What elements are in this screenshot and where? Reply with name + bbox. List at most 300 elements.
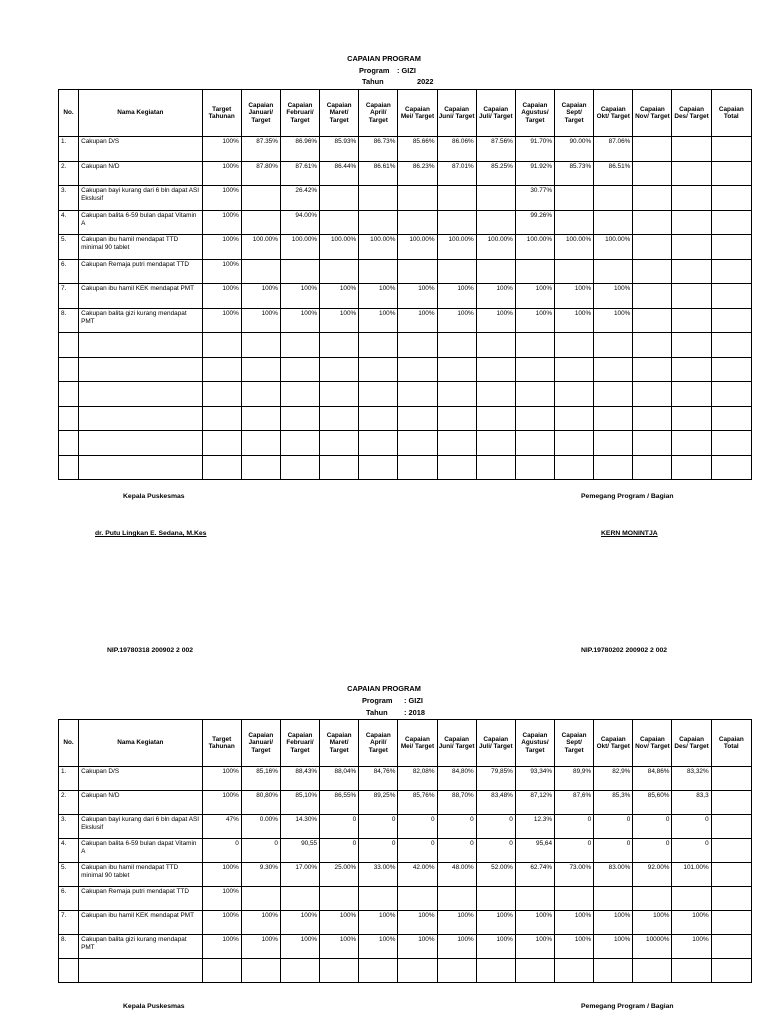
activity-name: Cakupan D/S <box>79 137 203 162</box>
value-cell: 100% <box>320 308 359 333</box>
value-cell <box>555 887 594 911</box>
empty-cell <box>633 959 672 983</box>
value-cell: 83,32% <box>672 767 711 791</box>
value-cell <box>359 210 398 235</box>
empty-cell <box>437 455 476 480</box>
table-row <box>59 863 752 887</box>
empty-cell <box>515 357 554 382</box>
empty-cell <box>594 431 633 456</box>
value-cell <box>594 210 633 235</box>
empty-cell <box>555 357 594 382</box>
empty-cell <box>59 357 79 382</box>
section1-tahun-value: 2022 <box>417 77 434 86</box>
empty-cell <box>359 455 398 480</box>
empty-cell <box>241 431 280 456</box>
value-cell: 100.00% <box>241 235 280 260</box>
section1-right-signature-title: Pemegang Program / Bagian <box>581 493 674 500</box>
activity-name: Cakupan ibu hamil mendapat TTD minimal 90 tablet <box>79 235 203 260</box>
value-cell: 100% <box>320 911 359 935</box>
value-cell: 100% <box>202 308 241 333</box>
value-cell: 100% <box>437 935 476 959</box>
empty-cell <box>398 382 437 407</box>
table-row <box>59 308 752 333</box>
column-header: Capaian Maret/ Target <box>320 90 359 137</box>
value-cell <box>359 259 398 284</box>
value-cell: 100% <box>672 935 711 959</box>
value-cell: 100% <box>515 308 554 333</box>
value-cell: 86.06% <box>437 137 476 162</box>
value-cell: 86.23% <box>398 161 437 186</box>
value-cell: 100% <box>672 911 711 935</box>
value-cell: 86.44% <box>320 161 359 186</box>
value-cell: 100% <box>202 911 241 935</box>
value-cell <box>711 284 751 309</box>
empty-cell <box>202 382 241 407</box>
value-cell <box>398 210 437 235</box>
activity-name: Cakupan bayi kurang dari 6 bln dapat ASI Ekslusif <box>79 815 203 839</box>
value-cell: 100.00% <box>476 235 515 260</box>
empty-row <box>59 406 752 431</box>
table-row <box>59 887 752 911</box>
empty-cell <box>280 333 319 358</box>
value-cell: 87.56% <box>476 137 515 162</box>
value-cell <box>633 210 672 235</box>
value-cell: 100% <box>555 284 594 309</box>
value-cell: 87,6% <box>555 791 594 815</box>
value-cell <box>672 235 711 260</box>
empty-cell <box>79 455 203 480</box>
value-cell: 0 <box>633 839 672 863</box>
empty-cell <box>594 333 633 358</box>
value-cell: 100% <box>359 935 398 959</box>
value-cell: 47% <box>202 815 241 839</box>
value-cell: 100% <box>320 935 359 959</box>
empty-cell <box>320 357 359 382</box>
activity-name: Cakupan balita 6-59 bulan dapat Vitamin A <box>79 839 203 863</box>
value-cell <box>711 210 751 235</box>
empty-cell <box>241 357 280 382</box>
column-header: Capaian Februari/ Target <box>280 720 319 767</box>
value-cell: 100% <box>515 284 554 309</box>
value-cell: 92.00% <box>633 863 672 887</box>
value-cell: 100% <box>320 284 359 309</box>
value-cell: 99.26% <box>515 210 554 235</box>
value-cell: 100% <box>594 308 633 333</box>
value-cell: 82,9% <box>594 767 633 791</box>
empty-row <box>59 333 752 358</box>
value-cell <box>711 839 751 863</box>
column-header: Capaian Sept/ Target <box>555 90 594 137</box>
value-cell: 42.00% <box>398 863 437 887</box>
column-header: Capaian Maret/ Target <box>320 720 359 767</box>
empty-cell <box>241 959 280 983</box>
empty-cell <box>672 431 711 456</box>
section1-program-value: : GIZI <box>397 66 416 75</box>
empty-cell <box>711 959 751 983</box>
empty-cell <box>359 333 398 358</box>
value-cell <box>476 210 515 235</box>
value-cell: 80,80% <box>241 791 280 815</box>
section1-program-label: Program <box>359 66 390 75</box>
value-cell: 100% <box>202 210 241 235</box>
empty-cell <box>476 455 515 480</box>
empty-cell <box>515 455 554 480</box>
row-number: 8. <box>59 935 79 959</box>
value-cell: 100% <box>202 887 241 911</box>
value-cell: 0.00% <box>241 815 280 839</box>
empty-cell <box>555 406 594 431</box>
value-cell: 100% <box>359 308 398 333</box>
value-cell <box>476 259 515 284</box>
value-cell <box>241 259 280 284</box>
value-cell <box>672 887 711 911</box>
column-header: Capaian Juli/ Target <box>476 720 515 767</box>
table-row <box>59 839 752 863</box>
value-cell: 9.30% <box>241 863 280 887</box>
empty-cell <box>241 406 280 431</box>
value-cell: 100% <box>202 767 241 791</box>
value-cell <box>672 284 711 309</box>
value-cell: 0 <box>594 839 633 863</box>
value-cell <box>241 210 280 235</box>
value-cell: 100% <box>202 161 241 186</box>
empty-cell <box>672 333 711 358</box>
column-header: Nama Kegiatan <box>79 90 203 137</box>
value-cell <box>241 186 280 211</box>
value-cell: 82,08% <box>398 767 437 791</box>
empty-cell <box>398 431 437 456</box>
value-cell: 100.00% <box>437 235 476 260</box>
empty-cell <box>437 357 476 382</box>
value-cell <box>633 308 672 333</box>
value-cell: 87,12% <box>515 791 554 815</box>
value-cell <box>320 186 359 211</box>
column-header: Capaian Agustus/ Target <box>515 720 554 767</box>
value-cell: 12.3% <box>515 815 554 839</box>
empty-cell <box>79 357 203 382</box>
empty-cell <box>280 455 319 480</box>
empty-cell <box>515 959 554 983</box>
empty-cell <box>320 455 359 480</box>
column-header: Capaian Des/ Target <box>672 90 711 137</box>
section2-table <box>58 719 752 983</box>
empty-cell <box>711 406 751 431</box>
value-cell <box>476 186 515 211</box>
value-cell: 100.00% <box>594 235 633 260</box>
value-cell <box>633 284 672 309</box>
empty-cell <box>280 959 319 983</box>
table-row <box>59 235 752 260</box>
column-header: Target Tahunan <box>202 90 241 137</box>
value-cell: 89,9% <box>555 767 594 791</box>
value-cell: 100% <box>437 308 476 333</box>
value-cell: 100.00% <box>555 235 594 260</box>
value-cell: 100% <box>202 863 241 887</box>
value-cell <box>280 887 319 911</box>
row-number: 3. <box>59 186 79 211</box>
table-row <box>59 210 752 235</box>
value-cell <box>711 911 751 935</box>
table-row <box>59 911 752 935</box>
column-header: Capaian Nov/ Target <box>633 720 672 767</box>
value-cell: 0 <box>672 815 711 839</box>
value-cell: 100% <box>555 935 594 959</box>
empty-cell <box>79 406 203 431</box>
value-cell: 100% <box>202 791 241 815</box>
empty-cell <box>555 333 594 358</box>
column-header: Capaian Juni/ Target <box>437 90 476 137</box>
empty-cell <box>359 406 398 431</box>
value-cell: 94.00% <box>280 210 319 235</box>
empty-cell <box>202 357 241 382</box>
row-number: 4. <box>59 839 79 863</box>
activity-name: Cakupan D/S <box>79 767 203 791</box>
empty-cell <box>359 959 398 983</box>
value-cell: 86.96% <box>280 137 319 162</box>
value-cell <box>320 210 359 235</box>
value-cell: 90.00% <box>555 137 594 162</box>
row-number: 3. <box>59 815 79 839</box>
table-row <box>59 767 752 791</box>
column-header: Capaian Total <box>711 720 751 767</box>
empty-cell <box>633 357 672 382</box>
value-cell <box>594 186 633 211</box>
value-cell: 100% <box>515 935 554 959</box>
empty-cell <box>398 333 437 358</box>
activity-name: Cakupan balita gizi kurang mendapat PMT <box>79 308 203 333</box>
empty-cell <box>672 382 711 407</box>
column-header: Target Tahunan <box>202 720 241 767</box>
value-cell <box>711 791 751 815</box>
value-cell: 0 <box>241 839 280 863</box>
value-cell <box>359 186 398 211</box>
empty-cell <box>320 959 359 983</box>
column-header: Capaian Januari/ Target <box>241 90 280 137</box>
value-cell <box>711 235 751 260</box>
empty-cell <box>437 959 476 983</box>
value-cell: 0 <box>672 839 711 863</box>
empty-cell <box>398 959 437 983</box>
empty-cell <box>280 382 319 407</box>
column-header: Capaian Mei/ Target <box>398 720 437 767</box>
empty-cell <box>594 959 633 983</box>
empty-cell <box>79 382 203 407</box>
value-cell: 100% <box>633 911 672 935</box>
section1-tahun-label: Tahun <box>362 77 384 86</box>
column-header: Capaian Juli/ Target <box>476 90 515 137</box>
value-cell: 100% <box>241 284 280 309</box>
value-cell <box>398 186 437 211</box>
value-cell: 0 <box>398 815 437 839</box>
empty-cell <box>398 406 437 431</box>
row-number: 2. <box>59 161 79 186</box>
value-cell: 0 <box>437 815 476 839</box>
empty-cell <box>241 455 280 480</box>
table-row <box>59 259 752 284</box>
value-cell <box>476 887 515 911</box>
column-header: Capaian Sept/ Target <box>555 720 594 767</box>
empty-cell <box>555 382 594 407</box>
table-row <box>59 186 752 211</box>
empty-cell <box>437 382 476 407</box>
section2-body <box>59 767 752 983</box>
value-cell: 14.30% <box>280 815 319 839</box>
value-cell: 83,48% <box>476 791 515 815</box>
value-cell: 100% <box>476 308 515 333</box>
value-cell <box>515 887 554 911</box>
empty-cell <box>359 357 398 382</box>
empty-cell <box>241 382 280 407</box>
value-cell: 85,16% <box>241 767 280 791</box>
value-cell <box>280 259 319 284</box>
value-cell: 87.61% <box>280 161 319 186</box>
row-number: 2. <box>59 791 79 815</box>
value-cell <box>711 815 751 839</box>
value-cell <box>555 186 594 211</box>
empty-cell <box>320 333 359 358</box>
value-cell: 100% <box>241 911 280 935</box>
table-row <box>59 161 752 186</box>
value-cell: 100% <box>437 911 476 935</box>
empty-row <box>59 455 752 480</box>
value-cell: 85,60% <box>633 791 672 815</box>
section1-left-signature-title: Kepala Puskesmas <box>123 493 185 500</box>
value-cell <box>633 137 672 162</box>
empty-cell <box>711 357 751 382</box>
empty-cell <box>711 382 751 407</box>
value-cell: 100% <box>594 935 633 959</box>
empty-cell <box>476 406 515 431</box>
value-cell <box>633 161 672 186</box>
value-cell: 100% <box>476 284 515 309</box>
empty-cell <box>79 431 203 456</box>
empty-cell <box>476 431 515 456</box>
empty-cell <box>320 406 359 431</box>
value-cell: 93,34% <box>515 767 554 791</box>
value-cell: 0 <box>320 839 359 863</box>
value-cell: 100% <box>241 308 280 333</box>
value-cell <box>437 887 476 911</box>
value-cell: 100% <box>515 911 554 935</box>
empty-cell <box>711 455 751 480</box>
empty-cell <box>59 431 79 456</box>
section1-program-line <box>0 66 768 76</box>
value-cell: 100% <box>555 911 594 935</box>
section1-table <box>58 89 752 480</box>
value-cell: 0 <box>594 815 633 839</box>
value-cell: 90,55 <box>280 839 319 863</box>
value-cell <box>711 259 751 284</box>
value-cell: 88,70% <box>437 791 476 815</box>
column-header: No. <box>59 90 79 137</box>
value-cell: 91.92% <box>515 161 554 186</box>
section2-program-value: : GIZI <box>404 696 423 705</box>
value-cell: 100% <box>280 284 319 309</box>
activity-name: Cakupan ibu hamil KEK mendapat PMT <box>79 911 203 935</box>
value-cell <box>711 887 751 911</box>
value-cell: 89,25% <box>359 791 398 815</box>
empty-cell <box>633 431 672 456</box>
activity-name: Cakupan balita 6-59 bulan dapat Vitamin A <box>79 210 203 235</box>
value-cell <box>711 308 751 333</box>
empty-cell <box>594 406 633 431</box>
empty-cell <box>59 959 79 983</box>
empty-cell <box>515 382 554 407</box>
value-cell: 86.73% <box>359 137 398 162</box>
value-cell: 26.42% <box>280 186 319 211</box>
activity-name: Cakupan balita gizi kurang mendapat PMT <box>79 935 203 959</box>
value-cell: 0 <box>320 815 359 839</box>
column-header: Capaian Nov/ Target <box>633 90 672 137</box>
column-header: Capaian Des/ Target <box>672 720 711 767</box>
empty-cell <box>555 431 594 456</box>
empty-cell <box>398 455 437 480</box>
row-number: 1. <box>59 137 79 162</box>
value-cell <box>711 137 751 162</box>
empty-cell <box>79 959 203 983</box>
section2-tahun-label: Tahun <box>366 708 388 717</box>
value-cell: 100% <box>202 137 241 162</box>
section2-left-signature-title: Kepala Puskesmas <box>123 1003 185 1010</box>
value-cell: 62.74% <box>515 863 554 887</box>
value-cell <box>672 308 711 333</box>
value-cell: 100% <box>202 186 241 211</box>
value-cell: 73.00% <box>555 863 594 887</box>
empty-cell <box>672 959 711 983</box>
section2-header-row <box>59 720 752 767</box>
value-cell: 100.00% <box>320 235 359 260</box>
value-cell: 100% <box>476 935 515 959</box>
value-cell: 83,3 <box>672 791 711 815</box>
empty-cell <box>320 431 359 456</box>
value-cell: 86.61% <box>359 161 398 186</box>
section1-left-nip: NIP.19780318 200902 2 002 <box>107 647 194 654</box>
value-cell <box>672 259 711 284</box>
value-cell: 85.93% <box>320 137 359 162</box>
value-cell <box>594 259 633 284</box>
value-cell <box>672 137 711 162</box>
value-cell <box>320 259 359 284</box>
value-cell <box>437 186 476 211</box>
table-row <box>59 137 752 162</box>
value-cell: 100% <box>437 284 476 309</box>
empty-cell <box>476 959 515 983</box>
value-cell: 0 <box>359 839 398 863</box>
empty-cell <box>633 406 672 431</box>
table-row <box>59 935 752 959</box>
value-cell: 0 <box>202 839 241 863</box>
empty-cell <box>555 959 594 983</box>
value-cell: 33.00% <box>359 863 398 887</box>
value-cell: 0 <box>476 839 515 863</box>
row-number: 6. <box>59 259 79 284</box>
value-cell: 100.00% <box>280 235 319 260</box>
column-header: Capaian April/ Target <box>359 90 398 137</box>
value-cell: 85,10% <box>280 791 319 815</box>
activity-name: Cakupan ibu hamil KEK mendapat PMT <box>79 284 203 309</box>
value-cell: 0 <box>555 839 594 863</box>
value-cell <box>555 259 594 284</box>
value-cell: 48.00% <box>437 863 476 887</box>
value-cell <box>241 887 280 911</box>
section2-right-signature-title: Pemegang Program / Bagian <box>581 1003 674 1010</box>
empty-cell <box>202 406 241 431</box>
value-cell: 84,86% <box>633 767 672 791</box>
value-cell: 0 <box>398 839 437 863</box>
value-cell: 100% <box>280 911 319 935</box>
empty-cell <box>437 333 476 358</box>
empty-cell <box>241 333 280 358</box>
